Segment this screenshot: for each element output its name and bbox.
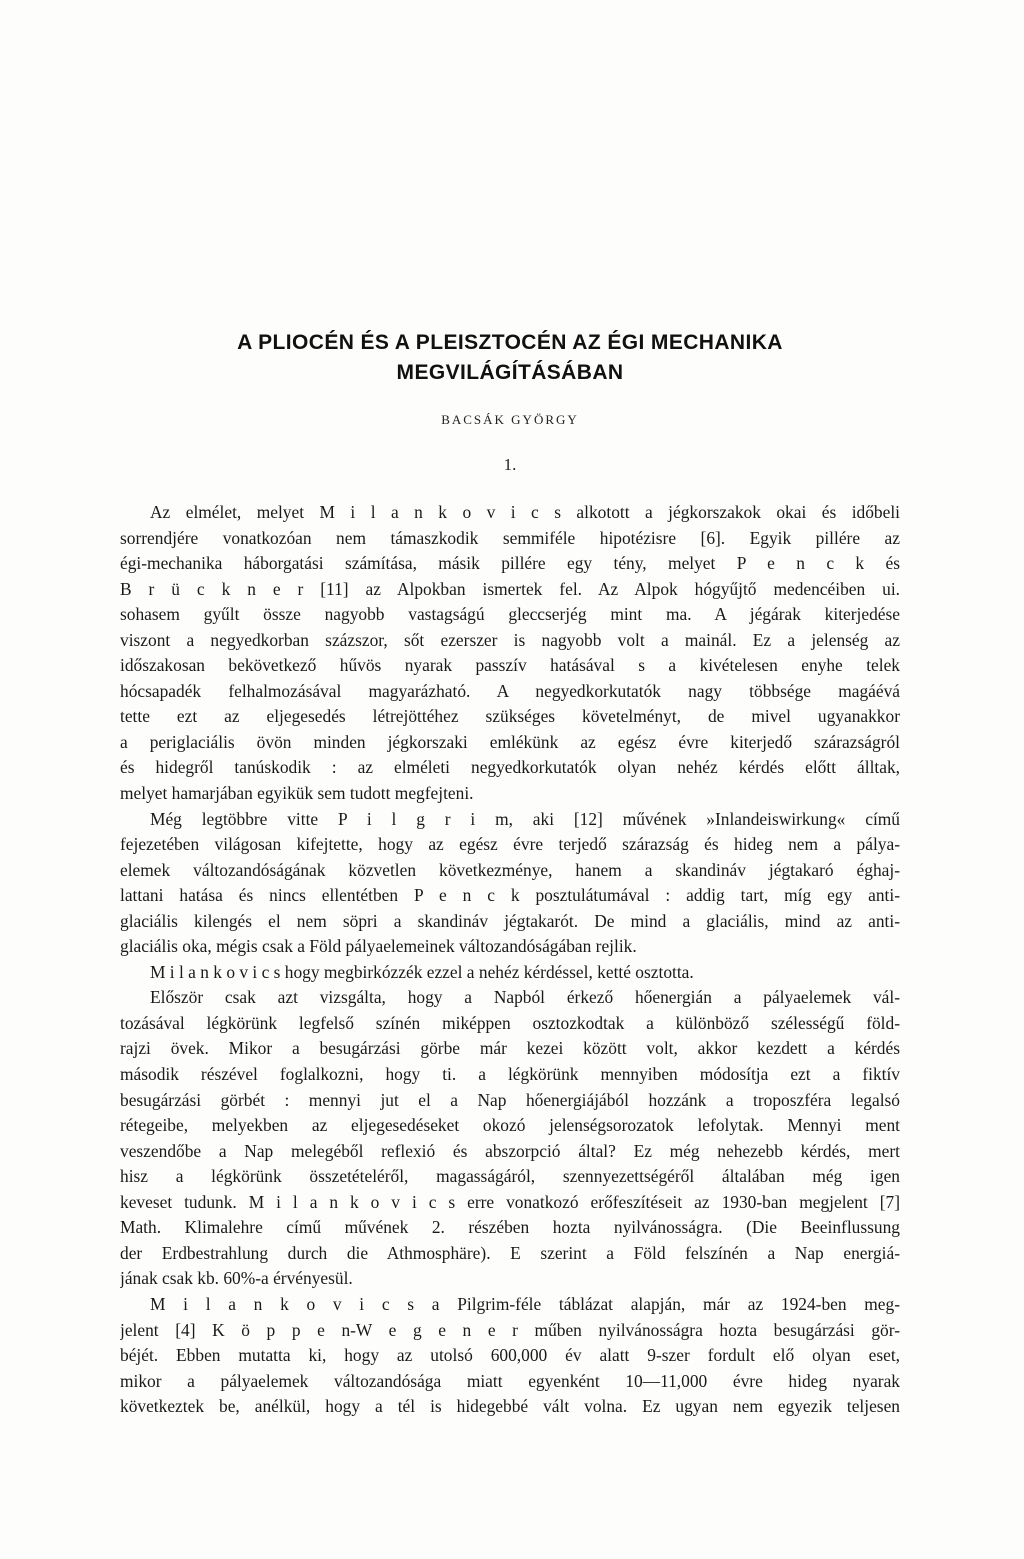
text-line: sorrendjére vonatkozóan nem támaszkodik semmiféle hipotézisre [6]. Egyik pillére az [120, 527, 900, 548]
title-line-2: MEGVILÁGÍTÁSÁBAN [396, 361, 624, 384]
text-line: hócsapadék felhalmozásával magyarázható. A negyedkorkutatók nagy többsége magáévá [120, 680, 900, 701]
text-line: viszont a negyedkorban százszor, sőt ezerszer is nagyobb volt a mainál. Ez a jelenség az [120, 629, 900, 650]
text-line: glaciális oka, mégis csak a Föld pályaelemeinek változandóságában rejlik. [120, 936, 637, 957]
text-line: elemek változandóságának közvetlen következménye, hanem a skandináv jégtakaró éghaj- [120, 859, 900, 880]
text-line: időszakosan bekövetkező hűvös nyarak passzív hatásával s a kivételesen enyhe telek [120, 655, 900, 676]
text-line: rétegeibe, melyekben az eljegesedéseket okozó jelenségsorozatok lefolytak. Mennyi ment [120, 1115, 900, 1136]
text-line: a periglaciális övön minden jégkorszaki emlékünk az egész évre kiterjedő szárazságról [120, 731, 900, 752]
text-line: veszendőbe a Nap melegéből reflexió és abszorpció által? Ez még nehezebb kérdés, mert [120, 1140, 900, 1161]
body-text [120, 500, 900, 1420]
section-number: 1. [503, 455, 517, 474]
text-line: második részével foglalkozni, hogy ti. a légkörünk mennyiben módosítja ezt a fiktív [120, 1064, 900, 1085]
text-line: M i l a n k o v i c s a Pilgrim-féle táblázat alapján, már az 1924-ben meg- [150, 1293, 900, 1314]
text-line: Az elmélet, melyet M i l a n k o v i c s alkotott a jégkorszakok okai és időbeli [150, 502, 900, 522]
text-line: fejezetében világosan kifejtette, hogy az egész évre terjedő szárazság és hideg nem a pálya- [120, 834, 900, 855]
text-line: Először csak azt vizsgálta, hogy a Napból érkező hőenergián a pályaelemek vál- [150, 987, 900, 1008]
text-line: következtek be, anélkül, hogy a tél is hidegebbé vált volna. Ez ugyan nem egyezik teljesen [120, 1396, 900, 1417]
text-line: jának csak kb. 60%-a érvényesül. [120, 1268, 353, 1289]
text-line: jelent [4] K ö p p e n-W e g e n e r műben nyilvánosságra hozta besugárzási gör- [120, 1319, 900, 1340]
document-page [120, 0, 900, 1559]
text-line: rajzi övek. Mikor a besugárzási görbe már kezei között volt, akkor kezdett a kérdés [120, 1038, 900, 1059]
text-line: melyet hamarjában egyikük sem tudott megfejteni. [120, 783, 474, 804]
text-line: égi-mechanika háborgatási számítása, másik pillére egy tény, melyet P e n c k és [120, 553, 900, 574]
text-line: keveset tudunk. M i l a n k o v i c s erre vonatkozó erőfeszítéseit az 1930-ban megjelent [7] [120, 1191, 900, 1212]
text-line: B r ü c k n e r [11] az Alpokban ismertek fel. Az Alpok hógyűjtő medencéiben ui. [120, 578, 900, 599]
text-line: lattani hatása és nincs ellentétben P e n c k posztulátumával : addig tart, míg egy anti- [120, 885, 900, 906]
author-name: BACSÁK GYÖRGY [441, 412, 579, 427]
text-line: sohasem gyűlt össze nagyobb vastagságú gleccserjég mint ma. A jégárak kiterjedése [120, 604, 900, 625]
text-line: Math. Klimalehre című művének 2. részében hozta nyilvánosságra. (Die Beeinflussung [120, 1217, 900, 1238]
text-line: és hidegről tanúskodik : az elméleti negyedkorkutatók olyan nehéz kérdés előtt álltak, [120, 757, 900, 778]
text-line: béjét. Ebben mutatta ki, hogy az utolsó 600,000 év alatt 9-szer fordult elő olyan eset, [120, 1345, 900, 1366]
text-line: M i l a n k o v i c s hogy megbirkózzék ezzel a nehéz kérdéssel, ketté osztotta. [150, 961, 694, 982]
article-title [120, 328, 900, 388]
text-line: tozásával légkörünk legfelső színén miképpen osztozkodtak a különböző szélességű föld- [120, 1012, 900, 1033]
text-line: glaciális kilengés el nem söpri a skandináv jégtakarót. De mind a glaciális, mind az anti- [120, 910, 900, 931]
text-line: mikor a pályaelemek változandósága miatt egyenként 10—11,000 évre hideg nyarak [120, 1370, 900, 1391]
text-line: Még legtöbbre vitte P i l g r i m, aki [12] művének »Inlandeiswirkung« című [150, 808, 900, 829]
text-line: tette ezt az eljegesedés létrejöttéhez szükséges követelményt, de mivel ugyanakkor [120, 706, 900, 727]
text-line: hisz a légkörünk összetételéről, magasságáról, szennyezettségéről általában még igen [120, 1166, 900, 1187]
text-line: besugárzási görbét : mennyi jut el a Nap hőenergiájából hozzánk a troposzféra legalsó [120, 1089, 900, 1110]
text-line: der Erdbestrahlung durch die Athmosphäre). E szerint a Föld felszínén a Nap energiá- [120, 1242, 900, 1263]
title-line-1: A PLIOCÉN ÉS A PLEISZTOCÉN AZ ÉGI MECHANIKA [237, 331, 783, 354]
